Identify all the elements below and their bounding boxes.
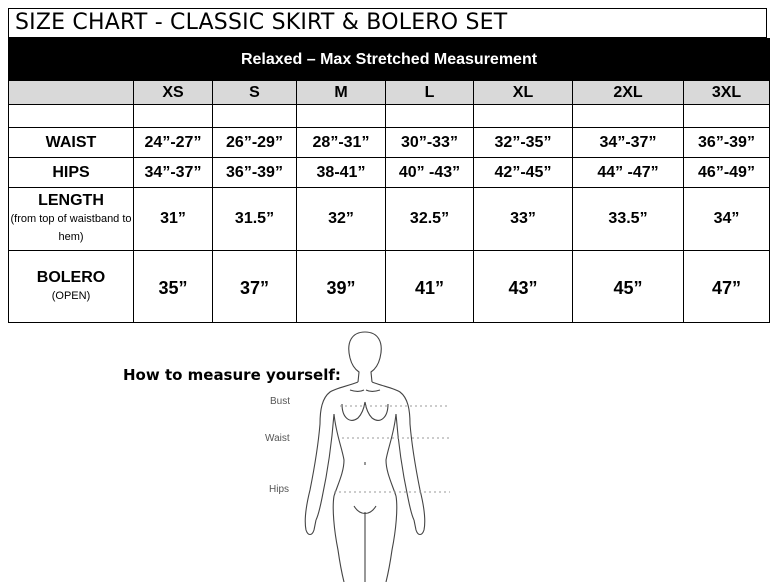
row-label-cell	[9, 251, 134, 323]
table-cell: 30”-33”	[386, 128, 474, 158]
table-cell: 42”-45”	[474, 158, 573, 188]
table-cell: 39”	[297, 251, 386, 323]
table-cell: 32.5”	[386, 188, 474, 251]
table-row	[9, 128, 770, 158]
table-cell: 34”-37”	[573, 128, 684, 158]
row-label: HIPS	[9, 158, 134, 188]
size-header: XL	[474, 81, 573, 105]
table-cell: 32”-35”	[474, 128, 573, 158]
measure-guide	[0, 324, 772, 582]
table-cell: 26”-29”	[213, 128, 297, 158]
table-cell: 37”	[213, 251, 297, 323]
body-outline-illustration	[250, 330, 480, 582]
table-cell: 38-41”	[297, 158, 386, 188]
size-header: M	[297, 81, 386, 105]
table-cell: 40” -43”	[386, 158, 474, 188]
table-cell: 36”-39”	[684, 128, 770, 158]
table-cell: 33”	[474, 188, 573, 251]
size-header: 2XL	[573, 81, 684, 105]
table-row	[9, 158, 770, 188]
size-header-row	[9, 81, 770, 105]
hips-label: Hips	[269, 484, 290, 495]
table-cell: 36”-39”	[213, 158, 297, 188]
size-header-blank	[9, 81, 134, 105]
row-label-cell	[9, 188, 134, 251]
table-cell: 31”	[134, 188, 213, 251]
table-cell: 33.5”	[573, 188, 684, 251]
table-cell: 28”-31”	[297, 128, 386, 158]
table-cell: 35”	[134, 251, 213, 323]
table-cell: 34”	[684, 188, 770, 251]
size-header: S	[213, 81, 297, 105]
page-title: SIZE CHART - CLASSIC SKIRT & BOLERO SET	[8, 8, 767, 38]
table-cell: 24”-27”	[134, 128, 213, 158]
table-cell: 46”-49”	[684, 158, 770, 188]
size-header: XS	[134, 81, 213, 105]
table-cell: 43”	[474, 251, 573, 323]
bust-label: Bust	[270, 396, 291, 407]
table-cell: 45”	[573, 251, 684, 323]
table-cell: 44” -47”	[573, 158, 684, 188]
row-sublabel: (OPEN)	[51, 289, 91, 302]
measurement-banner: Relaxed – Max Stretched Measurement	[9, 39, 770, 81]
row-label: BOLERO	[36, 268, 106, 286]
size-header: L	[386, 81, 474, 105]
table-row	[9, 188, 770, 251]
table-cell: 34”-37”	[134, 158, 213, 188]
table-row	[9, 251, 770, 323]
waist-label: Waist	[265, 433, 290, 444]
row-sublabel: (from top of waistband to hem)	[10, 213, 132, 243]
row-label: LENGTH	[38, 192, 104, 209]
table-cell: 41”	[386, 251, 474, 323]
size-chart-table	[8, 38, 770, 323]
spacer-row	[9, 105, 770, 128]
table-cell: 47”	[684, 251, 770, 323]
size-header: 3XL	[684, 81, 770, 105]
table-cell: 31.5”	[213, 188, 297, 251]
row-label: WAIST	[9, 128, 134, 158]
table-cell: 32”	[297, 188, 386, 251]
measure-heading: How to measure yourself:	[123, 366, 341, 384]
